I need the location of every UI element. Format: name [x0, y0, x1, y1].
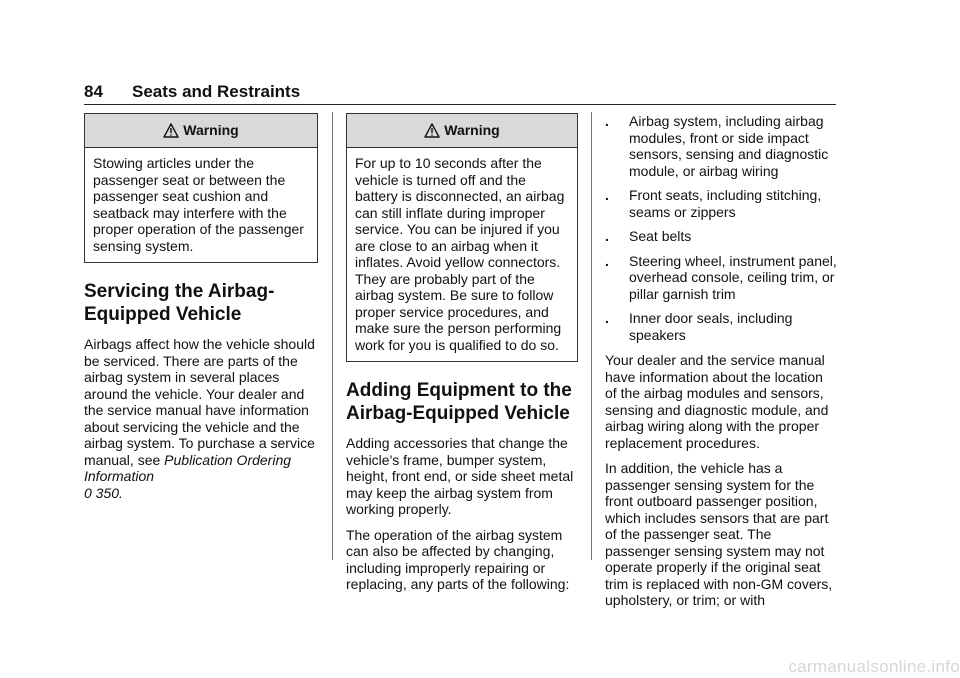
header-divider — [84, 104, 836, 105]
warning-box — [84, 113, 318, 263]
warning-text: Stowing articles under the passenger seat or between the passenger seat cushion and seatback may interfere with the proper operation of the passenger sensing system. — [93, 155, 304, 254]
list-item-text: Seat belts — [629, 228, 692, 244]
body-paragraph — [84, 336, 318, 501]
column-3 — [605, 113, 837, 618]
list-item — [605, 310, 837, 343]
column-divider-1 — [332, 112, 333, 560]
section-heading: Servicing the Airbag-Equipped Vehicle — [84, 281, 275, 325]
bullet-marker: . — [605, 310, 609, 326]
section-heading: Adding Equipment to the Airbag-Equipped Vehicle — [346, 380, 572, 424]
warning-icon — [424, 123, 440, 138]
body-paragraph: Your dealer and the service manual have information about the location of the airbag modules and sensors, sensing and diagnostic module, and airbag wiring along with the proper replacement procedures. — [605, 352, 829, 451]
section-title: Seats and Restraints — [132, 82, 301, 101]
watermark: carmanualsonline.info — [788, 657, 960, 676]
bullet-marker: . — [605, 252, 609, 269]
list-item-text: Inner door seals, including speakers — [629, 310, 793, 343]
bullet-marker: . — [605, 113, 609, 129]
warning-header — [85, 114, 317, 148]
page-header — [84, 82, 836, 102]
warning-icon — [163, 123, 179, 138]
body-paragraph: In addition, the vehicle has a passenger sensing system for the front outboard passenger position, which includes sensors that are part of the passenger seat. The passenger sensing system may not operate properly if the original seat trim is replaced with non-GM covers, upholstery, or trim; or with — [605, 460, 833, 608]
list-item-text: Front seats, including stitching, seams or zippers — [629, 187, 822, 220]
cross-reference-link[interactable]: Publication Ordering Information — [84, 451, 292, 484]
column-1 — [84, 113, 318, 510]
list-item — [605, 187, 837, 220]
list-item-text: Airbag system, including airbag modules, front or side impact sensors, sensing and diagnostic module, or airbag wiring — [629, 113, 829, 179]
column-2 — [346, 113, 578, 602]
warning-title: Warning — [183, 122, 239, 139]
body-paragraph: Adding accessories that change the vehicle's frame, bumper system, height, front end, or side sheet metal may keep the airbag system from working properly. — [346, 435, 574, 517]
page-number: 84 — [84, 82, 103, 101]
warning-box — [346, 113, 578, 362]
list-item — [605, 113, 837, 179]
page-reference[interactable]: 0 350. — [84, 484, 123, 501]
list-item-text: Steering wheel, instrument panel, overhead console, ceiling trim, or pillar garnish trim — [629, 252, 837, 302]
warning-header — [347, 114, 577, 148]
column-divider-2 — [591, 112, 592, 560]
bullet-marker: . — [605, 228, 609, 244]
bullet-marker: . — [605, 187, 609, 203]
bullet-list — [605, 113, 837, 343]
warning-text: For up to 10 seconds after the vehicle is turned off and the battery is disconnected, an airbag can still inflate during improper service. You can be injured if you are close to an airbag when it inflates. Avoid yellow connectors. They are probably part of the airbag system. Be sure to follow proper service procedures, and make sure the person performing work for you is qualified to do so. — [355, 155, 565, 353]
body-text: Airbags affect how the vehicle should be serviced. There are parts of the airbag system in several places around the vehicle. Your dealer and the service manual have information about servicing the vehicle and the airbag system. To purchase a service manual, see — [84, 336, 315, 468]
list-item — [605, 253, 837, 303]
warning-title: Warning — [444, 122, 500, 139]
body-paragraph: The operation of the airbag system can also be affected by changing, including improperly repairing or replacing, any parts of the following: — [346, 526, 570, 592]
list-item — [605, 228, 837, 245]
